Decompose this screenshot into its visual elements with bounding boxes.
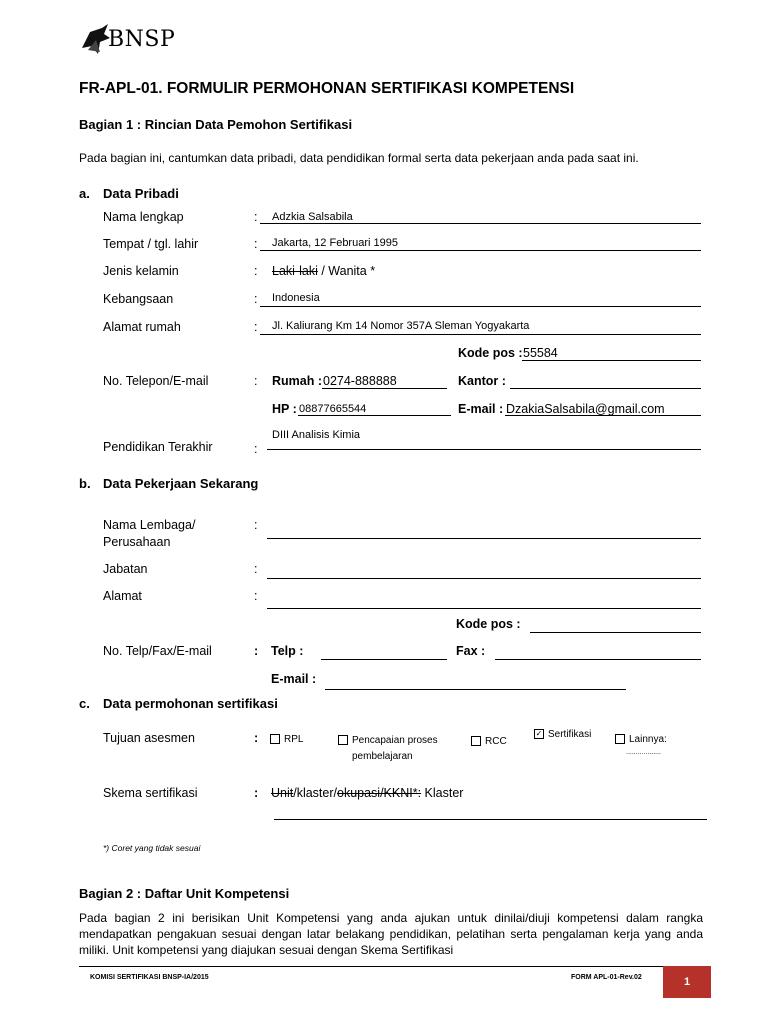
skema-underline	[274, 819, 707, 820]
option-rpl-label: RPL	[284, 734, 304, 745]
colon: :	[254, 264, 258, 278]
skema-value[interactable]	[271, 786, 463, 800]
nama-value[interactable]: Adzkia Salsabila	[272, 211, 353, 223]
alamat-kantor-underline[interactable]	[267, 608, 701, 609]
email-label: E-mail :	[458, 402, 504, 416]
jabatan-underline[interactable]	[267, 578, 701, 579]
colon: :	[254, 731, 259, 745]
alamat-kantor-label: Alamat	[103, 589, 142, 603]
footnote: *) Coret yang tidak sesuai	[103, 843, 201, 853]
footer-left: KOMISI SERTIFIKASI BNSP-IA/2015	[90, 974, 209, 981]
footer-right: FORM APL-01-Rev.02	[571, 974, 642, 981]
telp-sub-label: Telp :	[271, 644, 304, 658]
pendidikan-label: Pendidikan Terakhir	[103, 440, 213, 454]
rumah-underline	[322, 388, 447, 389]
checkbox-rcc[interactable]	[471, 736, 481, 746]
option-pencapaian-label: Pencapaian proses	[352, 735, 438, 746]
checkbox-lainnya[interactable]	[615, 734, 625, 744]
kodepos-kantor-label: Kode pos :	[456, 617, 521, 631]
subsection-letter-c: c.	[79, 696, 90, 711]
skema-label: Skema sertifikasi	[103, 786, 198, 800]
colon: :	[254, 320, 258, 334]
skema-struck-1: Unit	[271, 786, 294, 800]
rumah-value[interactable]: 0274-888888	[323, 374, 397, 388]
nama-label: Nama lengkap	[103, 210, 184, 224]
skema-struck-2: okupasi/KKNI*:	[337, 786, 422, 800]
kodepos-underline	[522, 360, 701, 361]
skema-klaster: Klaster	[421, 786, 464, 800]
colon: :	[254, 442, 258, 456]
email-value[interactable]: DzakiaSalsabila@gmail.com	[506, 402, 665, 416]
fax-underline[interactable]	[495, 659, 701, 660]
hp-label: HP :	[272, 402, 297, 416]
tujuan-label: Tujuan asesmen	[103, 731, 195, 745]
page-title: FR-APL-01. FORMULIR PERMOHONAN SERTIFIKASI KOMPETENSI	[79, 80, 575, 97]
pendidikan-underline	[267, 449, 701, 450]
option-rpl[interactable]	[270, 734, 303, 745]
subsection-letter-b: b.	[79, 476, 91, 491]
telp-label: No. Telepon/E-mail	[103, 374, 209, 388]
rumah-label: Rumah :	[272, 374, 322, 388]
jk-label: Jenis kelamin	[103, 264, 179, 278]
page-number: 1	[663, 966, 711, 998]
option-rcc-label: RCC	[485, 736, 507, 747]
ttl-value[interactable]: Jakarta, 12 Februari 1995	[272, 237, 398, 249]
hp-value[interactable]: 08877665544	[299, 403, 367, 415]
kodepos-kantor-underline[interactable]	[530, 632, 701, 633]
option-pencapaian[interactable]	[338, 735, 438, 746]
jk-rest: / Wanita *	[317, 264, 376, 278]
colon: :	[254, 518, 258, 532]
colon: :	[254, 562, 258, 576]
section-heading-1: Bagian 1 : Rincian Data Pemohon Sertifikasi	[79, 117, 353, 132]
subsection-letter-a: a.	[79, 186, 90, 201]
subsection-pekerjaan: Data Pekerjaan Sekarang	[103, 476, 259, 491]
bagian2-text: Pada bagian 2 ini berisikan Unit Kompetensi yang anda ajukan untuk dinilai/diuji kompetensi dalam rangka mendapatkan pengakuan sesuai dengan latar belakang pendidikan, pelatihan serta pengalaman kerja yang anda miliki. Unit kompetensi yang diajukan sesuai dengan Skema Sertifikasi	[79, 911, 703, 957]
subsection-permohonan: Data permohonan sertifikasi	[103, 696, 278, 711]
lembaga-label-2: Perusahaan	[103, 535, 171, 549]
option-lainnya[interactable]	[615, 734, 667, 745]
alamat-label: Alamat rumah	[103, 320, 181, 334]
colon: :	[254, 292, 258, 306]
option-rcc[interactable]	[471, 736, 507, 747]
kebangsaan-label: Kebangsaan	[103, 292, 174, 306]
colon: :	[254, 786, 259, 800]
email-underline	[505, 415, 701, 416]
footer-divider	[79, 966, 703, 967]
colon: :	[254, 210, 258, 224]
hp-underline	[298, 415, 451, 416]
skema-mid: /klaster/	[293, 786, 337, 800]
colon: :	[254, 589, 258, 603]
email-kantor-underline[interactable]	[325, 689, 626, 690]
checkbox-rpl[interactable]	[270, 734, 280, 744]
telp-kantor-label: No. Telp/Fax/E-mail	[103, 644, 212, 658]
option-lainnya-label: Lainnya:	[629, 734, 667, 745]
alamat-underline	[260, 334, 701, 335]
telp-kantor-underline[interactable]	[321, 659, 447, 660]
option-sertifikasi-label: Sertifikasi	[548, 729, 592, 740]
jk-struck: Laki-laki	[272, 264, 318, 278]
alamat-value[interactable]: Jl. Kaliurang Km 14 Nomor 357A Sleman Yogyakarta	[272, 320, 530, 332]
checkbox-pencapaian[interactable]	[338, 735, 348, 745]
option-sertifikasi[interactable]	[534, 729, 591, 740]
kodepos-value[interactable]: 55584	[523, 346, 558, 360]
colon: :	[254, 644, 259, 658]
jabatan-label: Jabatan	[103, 562, 148, 576]
ttl-label: Tempat / tgl. lahir	[103, 237, 199, 251]
subsection-pribadi: Data Pribadi	[103, 186, 179, 201]
kantor-label: Kantor :	[458, 374, 506, 388]
section-heading-2: Bagian 2 : Daftar Unit Kompetensi	[79, 886, 290, 901]
ttl-underline	[260, 250, 701, 251]
jk-value[interactable]	[272, 264, 375, 278]
lembaga-label-1: Nama Lembaga/	[103, 518, 196, 532]
intro-text: Pada bagian ini, cantumkan data pribadi, data pendidikan formal serta data pekerjaan anda pada saat ini.	[79, 151, 639, 165]
kebangsaan-underline	[260, 306, 701, 307]
nama-underline	[260, 223, 701, 224]
kantor-underline[interactable]	[510, 388, 701, 389]
email-kantor-label: E-mail :	[271, 672, 317, 686]
lembaga-underline[interactable]	[267, 538, 701, 539]
kebangsaan-value[interactable]: Indonesia	[272, 292, 320, 304]
option-lainnya-dots: ..................	[626, 749, 662, 756]
kodepos-label: Kode pos :	[458, 346, 523, 360]
fax-label: Fax :	[456, 644, 486, 658]
option-pencapaian-label-2: pembelajaran	[352, 751, 413, 762]
checkbox-sertifikasi-checked-icon[interactable]: ✓	[535, 729, 543, 739]
pendidikan-value[interactable]: DIII Analisis Kimia	[272, 429, 361, 441]
colon: :	[254, 237, 258, 251]
logo-text: BNSP	[108, 27, 176, 52]
colon: :	[254, 374, 258, 388]
